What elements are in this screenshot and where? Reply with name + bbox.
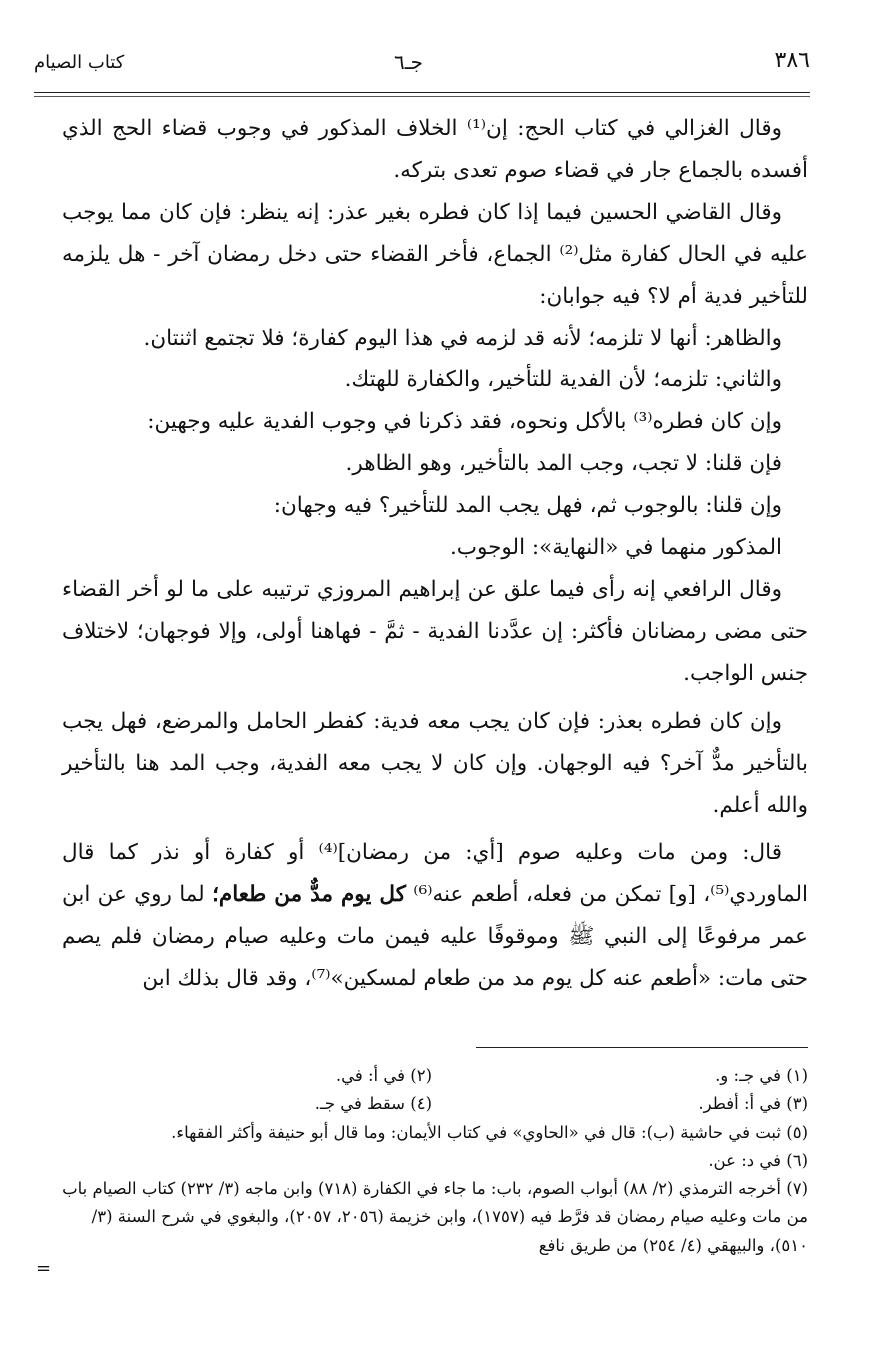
header-rule — [34, 92, 810, 93]
footnote-6: (٦) في د: عن. — [708, 1150, 808, 1170]
footnote-3: (٣) في أ: أفطر. — [698, 1094, 808, 1114]
paragraph: وقال الغزالي في كتاب الحج: إن⁽¹⁾ الخلاف المذكور في وجوب قضاء الحج الذي أفسده بالجماع جار في قضاء صوم تعدى بتركه. — [62, 116, 808, 183]
main-text — [62, 108, 808, 1000]
footnote-5: (٥) ثبت في حاشية (ب): قال في «الحاوي» في كتاب الأيمان: وما قال أبو حنيفة وأكثر الفقهاء. — [171, 1122, 808, 1142]
continuation-mark: = — [36, 1258, 52, 1279]
volume-label: جـ٦ — [394, 50, 423, 74]
footnote-1: (١) في جـ: و. — [715, 1066, 808, 1085]
page-number: ٣٨٦ — [774, 48, 810, 73]
footnote-4: (٤) سقط في جـ. — [314, 1094, 432, 1114]
paragraph: المذكور منهما في «النهاية»: الوجوب. — [449, 535, 782, 561]
matn-bold-text: كل يوم مدٌّ من طعام؛ — [212, 882, 406, 908]
paragraph: وإن قلنا: بالوجوب ثم، فهل يجب المد للتأخير؟ فيه وجهان: — [273, 493, 782, 519]
header-rule-second — [34, 96, 810, 97]
footnotes — [56, 1062, 808, 1260]
running-header — [34, 44, 810, 84]
book-title: كتاب الصيام — [34, 52, 125, 73]
footnote-separator — [476, 1047, 808, 1048]
paragraph: والظاهر: أنها لا تلزمه؛ لأنه قد لزمه في هذا اليوم كفارة؛ فلا تجتمع اثنتان. — [143, 325, 782, 351]
paragraph: وقال القاضي الحسين فيما إذا كان فطره بغير عذر: إنه ينظر: فإن كان مما يوجب عليه في الحال كفارة مثل⁽²⁾ الجماع، فأخر القضاء حتى دخل رمضان آخر - هل يلزمه للتأخير فدية أم لا؟ فيه جوابان: — [62, 199, 808, 309]
footnote-2: (٢) في أ: في. — [335, 1066, 432, 1085]
footnote-row — [56, 1090, 808, 1118]
paragraph: وقال الرافعي إنه رأى فيما علق عن إبراهيم المروزي ترتيبه على ما لو أخر القضاء حتى مضى رمضانان فأكثر: إن عدَّدنا الفدية - ثمَّ - فهاهنا أولى، وإلا فوجهان؛ لاختلاف جنس الواجب. — [62, 576, 808, 686]
paragraph-matn — [62, 832, 808, 1000]
paragraph: وإن كان فطره⁽³⁾ بالأكل ونحوه، فقد ذكرنا في وجوب الفدية عليه وجهين: — [147, 409, 782, 435]
footnote-7: (٧) أخرجه الترمذي (٢/ ٨٨) أبواب الصوم، باب: ما جاء في الكفارة (٧١٨) وابن ماجه (٣/ ٢٣٢) كتاب الصيام باب من مات وعليه صيام رمضان قد فرَّط فيه (١٧٥٧)، وابن خزيمة (٢٠٥٦، ٢٠٥٧)، والبغوي في شرح السنة (٣/ ٥١٠)، والبيهقي (٤/ ٢٥٤) من طريق نافع — [62, 1179, 808, 1255]
paragraph: فإن قلنا: لا تجب، وجب المد بالتأخير، وهو الظاهر. — [345, 451, 782, 477]
paragraph: وإن كان فطره بعذر: فإن كان يجب معه فدية: كفطر الحامل والمرضع، فهل يجب بالتأخير مدٌّ آخر؟ فيه الوجهان. وإن كان لا يجب معه الفدية، وجب المد هنا بالتأخير والله أعلم. — [62, 708, 808, 818]
paragraph-part: لما روي عن ابن عمر مرفوعًا إلى النبي ﷺ وموقوفًا عليه فيمن مات وعليه صيام رمضان فلم يصم حتى مات: «أطعم عنه كل يوم مد من طعام لمسكين»⁽⁷⁾، وقد قال بذلك ابن — [62, 882, 808, 992]
paragraph: والثاني: تلزمه؛ لأن الفدية للتأخير، والكفارة للهتك. — [344, 367, 782, 393]
footnote-row — [56, 1062, 808, 1090]
paragraph-part: قال: ومن مات وعليه صوم [أي: من رمضان]⁽⁴⁾ أو كفارة أو نذر كما قال الماوردي⁽⁵⁾، [و] تمكن من فعله، أطعم عنه⁽⁶⁾ — [62, 840, 809, 908]
